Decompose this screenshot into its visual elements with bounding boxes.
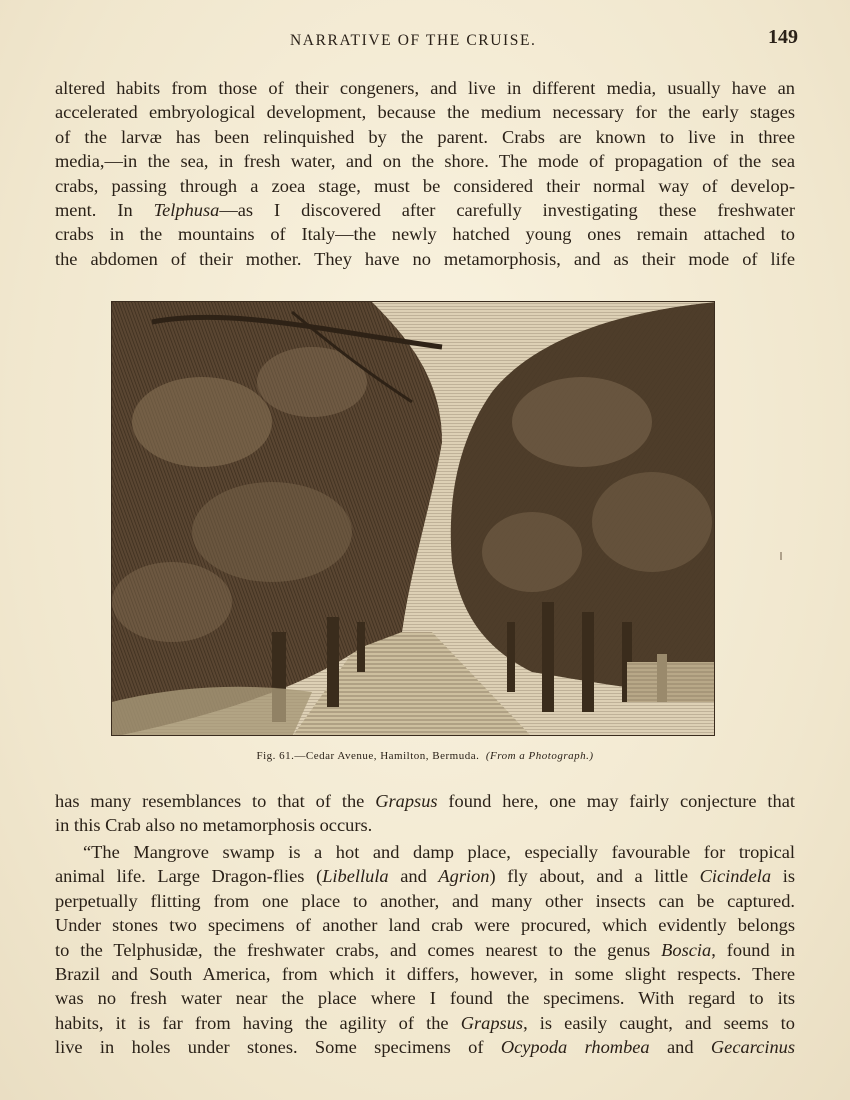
engraving-illustration: [112, 302, 715, 736]
text-line: of the larvæ has been relinquished by the parent. Crabs are known to live in three: [55, 126, 795, 147]
page-number: 149: [768, 26, 798, 48]
text-line: the abdomen of their mother. They have no metamorphosis, and as their mode of life: [55, 248, 795, 269]
italic-term: Ocypoda rhombea: [500, 1037, 650, 1058]
italic-term: Gecarcinus: [710, 1037, 796, 1058]
italic-term: Cicindela: [699, 866, 772, 887]
italic-term: Libellula: [322, 866, 389, 887]
paragraph-2: [55, 789, 795, 838]
text-line: crabs in the mountains of Italy—the newly hatched young ones remain attached to: [55, 224, 795, 245]
text-fragment: is: [771, 866, 795, 887]
text-fragment: , found in: [711, 939, 795, 960]
text-fragment: and: [649, 1037, 711, 1058]
figure-cedar-avenue: [111, 301, 715, 736]
running-title: NARRATIVE OF THE CRUISE.: [290, 32, 537, 49]
italic-term: Agrion: [438, 866, 490, 887]
text-fragment: live in holes under stones. Some specimens of: [55, 1037, 501, 1058]
text-fragment: found here, one may fairly conjecture that: [437, 791, 795, 811]
text-line: was no fresh water near the place where I found the specimens. With regard to its: [55, 988, 795, 1009]
text-fragment: to the Telphusidæ, the freshwater crabs, and comes nearest to the genus: [55, 939, 662, 960]
text-fragment: , is easily caught, and seems to: [523, 1012, 795, 1033]
text-fragment: ) fly about, and a little: [489, 866, 700, 887]
text-line: Under stones two specimens of another land crab were procured, which evidently belongs: [55, 915, 795, 936]
text-line: Brazil and South America, from which it differs, however, in some slight respects. There: [55, 964, 795, 985]
text-line: perpetually flitting from one place to another, and many other insects can be captured.: [55, 890, 795, 911]
print-mark: [780, 552, 782, 560]
text-fragment: and: [388, 866, 439, 887]
text-fragment: —as I discovered after carefully investigating these freshwater: [219, 200, 795, 221]
text-line: [55, 789, 795, 813]
text-line: altered habits from those of their congeners, and live in different media, usually have an: [55, 78, 795, 98]
text-line: [55, 1011, 795, 1035]
figure-caption: [0, 750, 850, 762]
text-fragment: animal life. Large Dragon-flies (: [55, 866, 323, 887]
text-line: in this Crab also no metamorphosis occurs.: [55, 815, 373, 836]
text-line: accelerated embryological development, because the medium necessary for the early stages: [55, 102, 795, 123]
text-line: [55, 938, 795, 962]
caption-text: —Cedar Avenue, Hamilton, Bermuda.: [294, 750, 480, 762]
text-line: media,—in the sea, in fresh water, and on the shore. The mode of propagation of the sea: [55, 151, 795, 172]
italic-term: Telphusa: [153, 200, 220, 221]
paragraph-3: [55, 840, 795, 1060]
italic-term: Boscia: [661, 939, 712, 960]
text-fragment: habits, it is far from having the agility of the: [55, 1012, 461, 1033]
text-line: “The Mangrove swamp is a hot and damp place, especially favourable for tropical: [83, 842, 795, 862]
text-fragment: has many resemblances to that of the: [55, 791, 376, 811]
text-line: [55, 864, 795, 888]
text-line: [55, 1035, 795, 1059]
caption-label: Fig. 61.: [256, 750, 295, 762]
caption-source: (From a Photograph.): [485, 750, 594, 762]
italic-term: Grapsus: [375, 791, 438, 811]
paragraph-1: [55, 76, 795, 271]
text-line: crabs, passing through a zoea stage, must be considered their normal way of develop-: [55, 175, 795, 196]
italic-term: Grapsus: [460, 1012, 524, 1033]
text-line: [55, 198, 795, 222]
text-fragment: ment. In: [55, 200, 154, 221]
